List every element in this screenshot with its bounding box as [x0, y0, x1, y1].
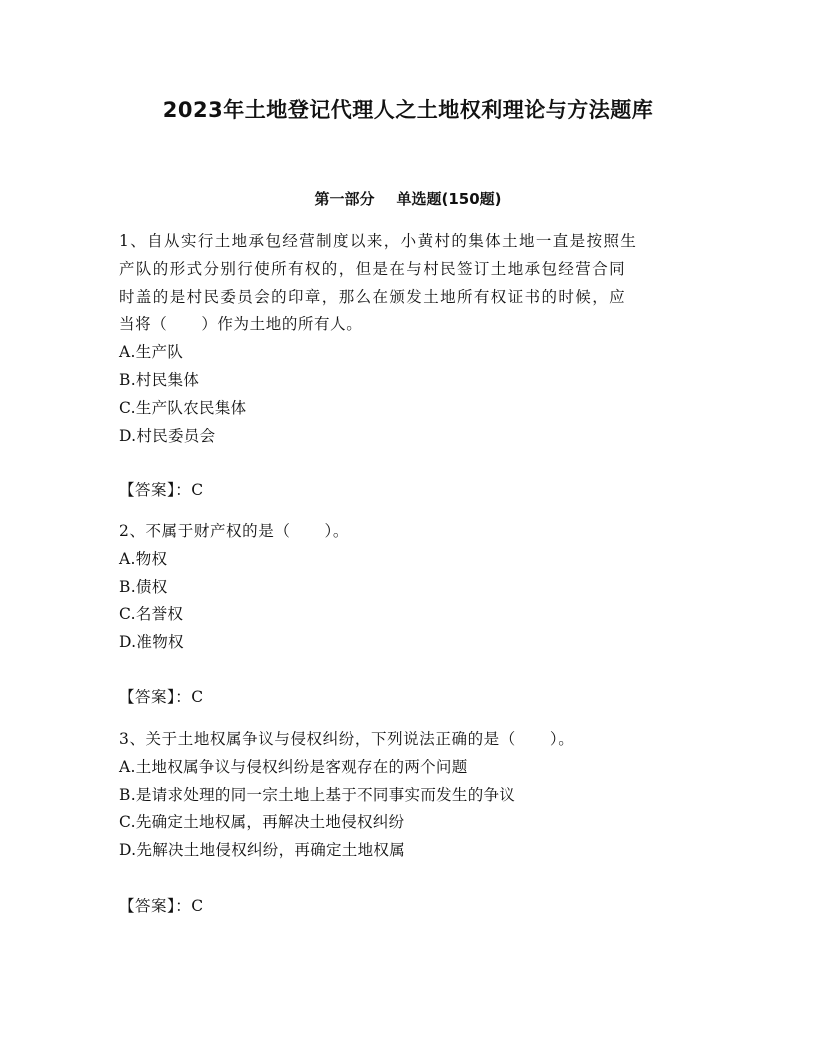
answer-value: C [191, 897, 204, 915]
stem-part: 2、不属于财产权的是（ [119, 522, 291, 540]
section-part: 第一部分 [314, 190, 375, 208]
answer-label: 【答案】： [119, 897, 192, 915]
option-b: B.村民集体 [119, 370, 200, 389]
question-1 [119, 228, 701, 450]
option-c: C.先确定土地权属，再解决土地侵权纠纷 [119, 813, 405, 832]
option-d: D.先解决土地侵权纠纷，再确定土地权属 [119, 841, 406, 860]
answer-value: C [191, 688, 204, 706]
stem-part: 当将（ [119, 315, 168, 334]
question-stem-line [119, 726, 701, 754]
answer-label: 【答案】： [119, 688, 192, 706]
stem-part: ）。 [324, 522, 349, 540]
question-2 [119, 518, 701, 657]
option-a: A.生产队 [119, 343, 184, 362]
answer-label: 【答案】： [119, 481, 192, 499]
answer-2 [119, 684, 701, 712]
section-type: 单选题(150题) [396, 190, 502, 208]
question-stem-line: 时盖的是村民委员会的印章，那么在颁发土地所有权证书的时候，应 [119, 287, 627, 306]
question-stem-line: 产队的形式分别行使所有权的，但是在与村民签订土地承包经营合同 [119, 259, 627, 278]
answer-value: C [191, 481, 204, 499]
option-d: D.村民委员会 [119, 426, 216, 445]
question-3 [119, 726, 701, 865]
answer-3 [119, 893, 701, 921]
question-stem-line [119, 518, 701, 546]
option-d: D.准物权 [119, 633, 184, 652]
stem-part: 3、关于土地权属争议与侵权纠纷，下列说法正确的是（ [119, 730, 516, 748]
stem-part: ）作为土地的所有人。 [201, 315, 363, 334]
question-stem-line [119, 311, 701, 339]
question-stem-line: 1、自从实行土地承包经营制度以来，小黄村的集体土地一直是按照生 [119, 232, 638, 250]
answer-1 [119, 477, 701, 505]
option-b: B.是请求处理的同一宗土地上基于不同事实而发生的争议 [119, 785, 516, 804]
option-a: A.物权 [119, 549, 168, 568]
option-b: B.债权 [119, 577, 168, 596]
option-c: C.名誉权 [119, 605, 184, 624]
option-a: A.土地权属争议与侵权纠纷是客观存在的两个问题 [119, 757, 468, 776]
option-c: C.生产队农民集体 [119, 398, 247, 417]
section-heading [0, 187, 816, 211]
stem-part: ）。 [549, 730, 575, 748]
document-title: 2023年土地登记代理人之土地权利理论与方法题库 [162, 98, 654, 122]
